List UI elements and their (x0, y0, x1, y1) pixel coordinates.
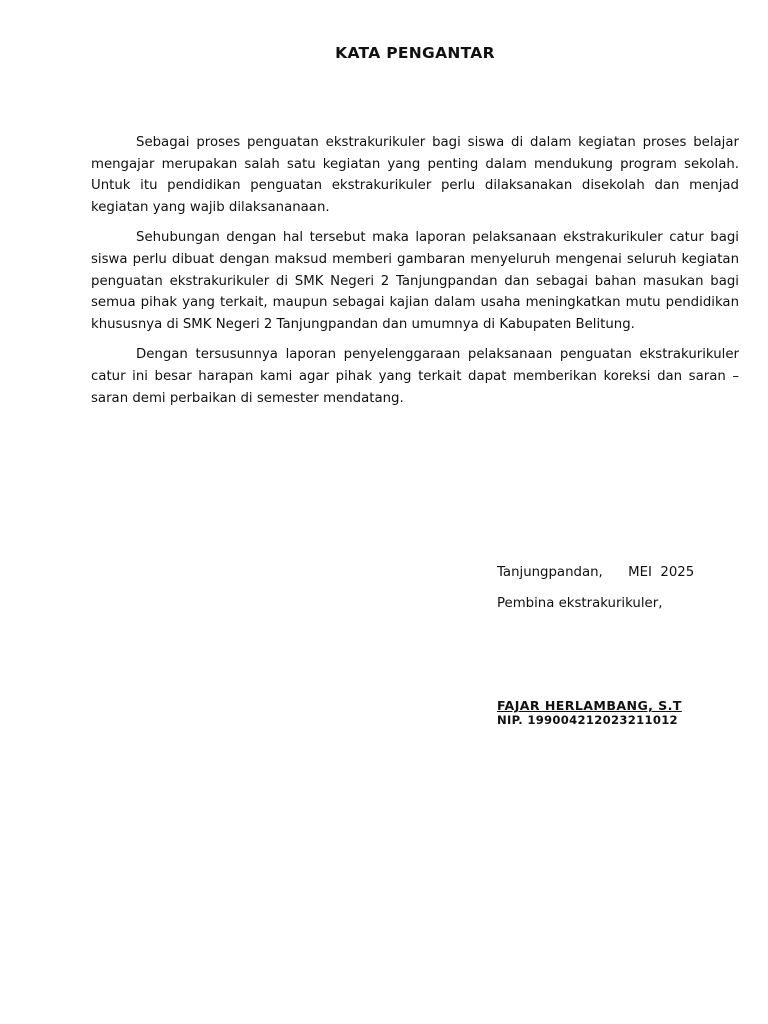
signature-place-date: Tanjungpandan, MEI 2025 (497, 565, 695, 580)
paragraph-2: Sehubungan dengan hal tersebut maka laporan pelaksanaan ekstrakurikuler catur bagi siswa perlu dibuat dengan maksud memberi gambaran menyeluruh mengenai seluruh kegiatan penguatan ekstrakurikuler di SMK Negeri 2 Tanjungpandan dan sebagai bahan masukan bagi semua pihak yang terkait, maupun sebagai kajian dalam usaha meningkatkan mutu pendidikan khususnya di SMK Negeri 2 Tanjungpandan dan umumnya di Kabupaten Belitung. (91, 230, 739, 332)
document-body (91, 132, 739, 418)
signature-block (497, 562, 747, 727)
signatory-name: FAJAR HERLAMBANG, S.T (497, 698, 682, 713)
signatory-nip: NIP. 199004212023211012 (497, 713, 678, 727)
signature-role: Pembina ekstrakurikuler, (497, 596, 663, 611)
paragraph-1: Sebagai proses penguatan ekstrakurikuler bagi siswa di dalam kegiatan proses belajar mengajar merupakan salah satu kegiatan yang penting dalam mendukung program sekolah. Untuk itu pendidikan penguatan ekstrakurikuler perlu dilaksanakan disekolah dan menjad kegiatan yang wajib dilaksananaan. (91, 135, 739, 215)
document-title: KATA PENGANTAR (335, 44, 495, 62)
paragraph-3: Dengan tersusunnya laporan penyelenggaraan pelaksanaan penguatan ekstrakurikuler catur ini besar harapan kami agar pihak yang terkait dapat memberikan koreksi dan saran – saran demi perbaikan di semester mendatang. (91, 347, 739, 406)
